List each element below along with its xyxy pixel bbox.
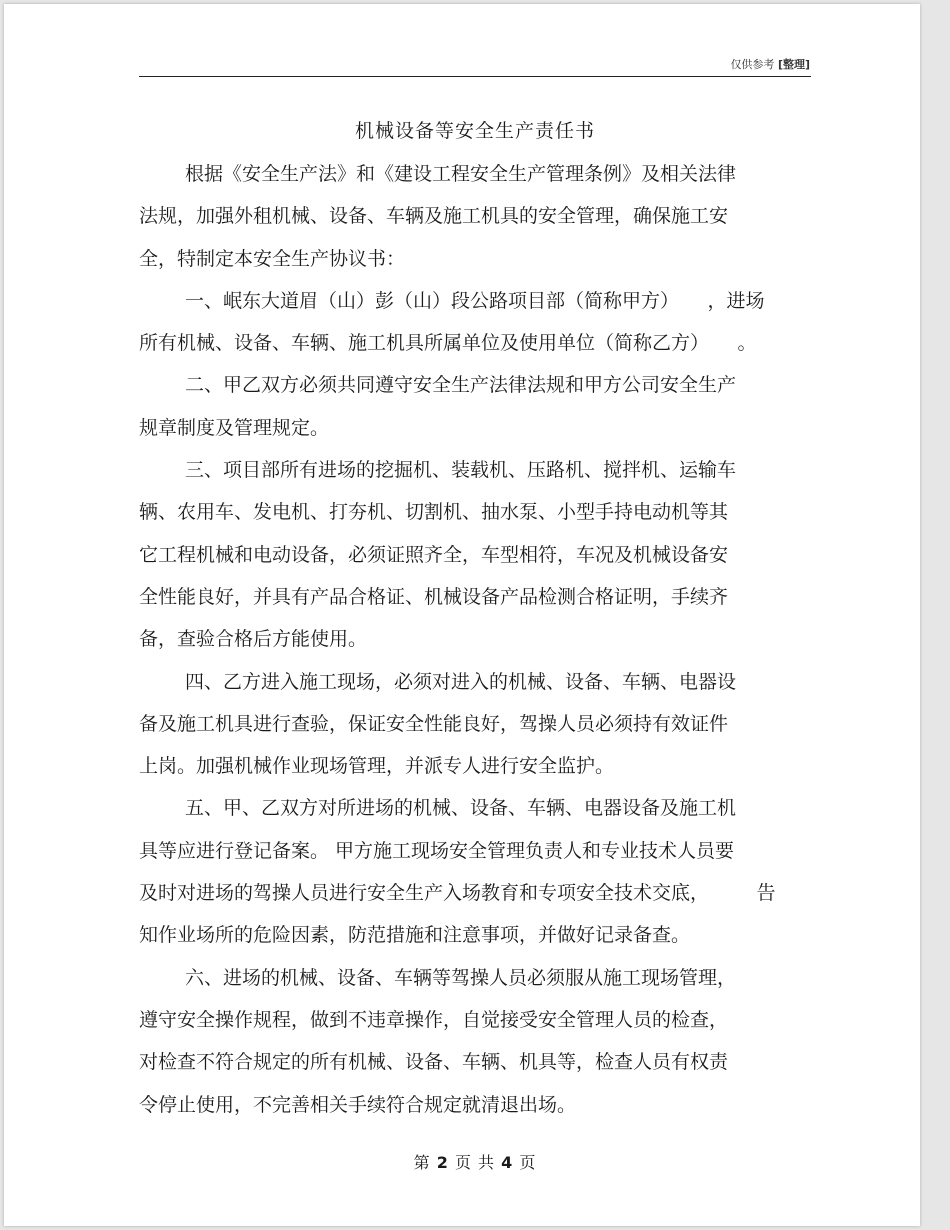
- body-line: 一、岷东大道眉（山）彭（山）段公路项目部（简称甲方） ，进场: [185, 289, 765, 312]
- footer-prefix: 第: [413, 1153, 431, 1172]
- body-line: 备，查验合格后方能使用。: [139, 628, 368, 651]
- document-title: 机械设备等安全生产责任书: [354, 120, 595, 142]
- body-line: 三、项目部所有进场的挖掘机、装载机、压路机、搅拌机、运输车: [185, 459, 737, 482]
- body-line: 令停止使用，不完善相关手续符合规定就清退出场。: [139, 1093, 577, 1116]
- header-note: [730, 56, 810, 72]
- header-note-tag: [整理]: [777, 58, 810, 71]
- footer-total-pages: 4: [501, 1153, 514, 1172]
- body-line: 具等应进行登记备案。 甲方施工现场安全管理负责人和专业技术人员要: [139, 839, 735, 862]
- body-line: 六、进场的机械、设备、车辆等驾操人员必须服从施工现场管理，: [185, 966, 737, 989]
- body-line: 它工程机械和电动设备，必须证照齐全，车型相符，车况及机械设备安: [139, 543, 729, 566]
- body-line: 全，特制定本安全生产协议书：: [139, 247, 406, 270]
- body-line: 备及施工机具进行查验，保证安全性能良好，驾操人员必须持有效证件: [139, 712, 729, 735]
- body-line: 规章制度及管理规定。: [139, 416, 330, 439]
- body-line: 二、甲乙双方必须共同遵守安全生产法律法规和甲方公司安全生产: [185, 374, 737, 397]
- body-line: 五、甲、乙双方对所进场的机械、设备、车辆、电器设备及施工机: [185, 797, 737, 820]
- document-body: [139, 153, 811, 1126]
- body-line: 对检查不符合规定的所有机械、设备、车辆、机具等，检查人员有权责: [139, 1051, 729, 1074]
- body-line: 四、乙方进入施工现场，必须对进入的机械、设备、车辆、电器设: [185, 670, 737, 693]
- body-line: 所有机械、设备、车辆、施工机具所属单位及使用单位（简称乙方） 。: [139, 332, 757, 355]
- body-line: 根据《安全生产法》和《建设工程安全生产管理条例》及相关法律: [185, 163, 737, 185]
- footer-suffix: 页: [519, 1153, 537, 1172]
- header-note-text: 仅供参考: [730, 58, 775, 71]
- footer-current-page: 2: [436, 1153, 449, 1172]
- body-line: 遵守安全操作规程，做到不违章操作，自觉接受安全管理人员的检查，: [139, 1008, 729, 1031]
- footer-middle: 页 共: [454, 1153, 496, 1172]
- body-line: 上岗。加强机械作业现场管理，并派专人进行安全监护。: [139, 755, 615, 778]
- header-divider: [139, 76, 811, 77]
- body-line: 知作业场所的危险因素，防范措施和注意事项，并做好记录备查。: [139, 924, 691, 947]
- page-footer: [0, 1150, 950, 1173]
- body-line: 及时对进场的驾操人员进行安全生产入场教育和专项安全技术交底， 告: [139, 882, 776, 905]
- body-line: 法规，加强外租机械、设备、车辆及施工机具的安全管理，确保施工安: [139, 205, 729, 228]
- body-line: 辆、农用车、发电机、打夯机、切割机、抽水泵、小型手持电动机等其: [139, 501, 729, 524]
- body-line: 全性能良好，并具有产品合格证、机械设备产品检测合格证明，手续齐: [139, 585, 729, 608]
